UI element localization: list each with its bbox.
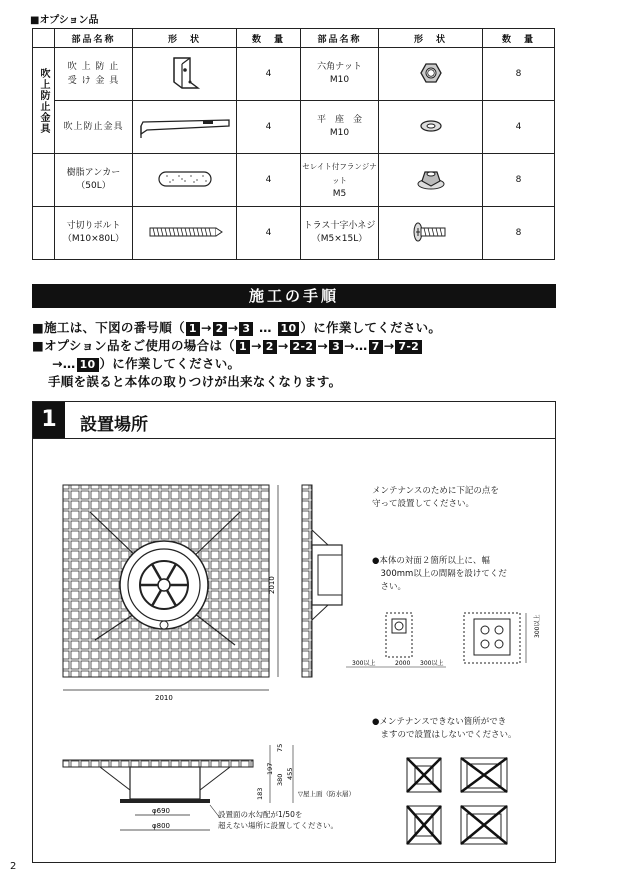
part-qty: 4 <box>237 154 301 207</box>
dim-phi800: φ800 <box>152 822 170 830</box>
wind-bracket-image <box>133 101 237 154</box>
part-name-text: セレイト付フランジナット <box>302 161 377 185</box>
prohibited-diagram <box>395 752 525 852</box>
instruction-line-3: →… 10 ）に作業してください。 <box>52 356 241 371</box>
header-blank <box>33 29 55 48</box>
instruction-text: ）に作業してください。 <box>99 356 241 371</box>
truss-screw-image <box>379 207 483 260</box>
part-qty-right: 4 <box>483 101 555 154</box>
gap-left-label: 300以上 <box>352 660 376 667</box>
header-qty-left: 数 量 <box>237 29 301 48</box>
part-name-text: トラス十字小ネジ <box>303 221 376 231</box>
part-qty-right: 8 <box>483 48 555 101</box>
table-row <box>33 154 555 207</box>
part-sub: （M5×15L） <box>311 234 368 244</box>
part-sub: （M10×80L） <box>62 234 125 244</box>
procedure-title-bar: 施工の手順 <box>32 284 556 308</box>
step-badge: 2-2 <box>290 340 317 354</box>
header-name-right: 部品名称 <box>301 29 379 48</box>
part-name-text: 平 座 金 <box>316 115 362 125</box>
threaded-bolt-image <box>133 207 237 260</box>
instruction-text: ■施工は、下図の番号順（ <box>32 320 185 335</box>
clearance-note: ●本体の対面２箇所以上に、幅 300mm以上の間隔を設けてくだ さい。 <box>372 556 507 592</box>
part-name-text: 六角ナット <box>317 62 362 72</box>
part-sub: M5 <box>332 188 347 199</box>
step-badge: 1 <box>236 340 250 354</box>
dim-455: 455 <box>286 767 294 780</box>
front-elevation <box>63 760 253 767</box>
dim-phi690: φ690 <box>152 807 170 815</box>
gap-side-label: 300以上 <box>534 614 541 638</box>
instruction-line-1: ■施工は、下図の番号順（ 1 → 2 → 3 … 10 ）に作業してください。 <box>32 320 442 335</box>
part-sub: M10 <box>329 75 350 85</box>
part-name-right <box>301 101 379 154</box>
table-row <box>33 101 555 154</box>
instruction-text: ）に作業してください。 <box>300 320 442 335</box>
row-blank <box>33 207 55 260</box>
header-shape-right: 形 状 <box>379 29 483 48</box>
part-name: 吹上防止金具 <box>55 101 133 154</box>
part-qty: 4 <box>237 101 301 154</box>
group-label: 吹上防止金具 <box>33 48 55 154</box>
step-badge: 2 <box>263 340 277 354</box>
clearance-diagram <box>346 605 546 685</box>
installation-drawing <box>40 470 355 850</box>
dim-75: 75 <box>276 743 284 752</box>
dim-height: 2010 <box>268 576 276 594</box>
gap-right-label: 300以上 <box>420 660 444 667</box>
section-title: 設置場所 <box>80 415 148 435</box>
step-badge: 10 <box>278 322 300 336</box>
side-elevation <box>302 485 312 677</box>
roof-surface-label: ▽屋上面（防水層） <box>298 790 355 798</box>
dim-380: 380 <box>276 773 284 786</box>
instruction-warning: 手順を誤ると本体の取りつけが出来なくなります。 <box>48 374 342 389</box>
resin-anchor-image <box>133 154 237 207</box>
step-badge: 10 <box>77 358 99 372</box>
step-badge: 7-2 <box>395 340 422 354</box>
bracket-receiver-image <box>133 48 237 101</box>
section-divider <box>33 438 555 439</box>
step-badge: 3 <box>329 340 343 354</box>
options-heading: ■オプション品 <box>30 15 99 26</box>
part-name-right <box>301 154 379 207</box>
part-qty: 4 <box>237 207 301 260</box>
part-qty: 4 <box>237 48 301 101</box>
slope-note: 設置面の水勾配が1/50を 超えない場所に設置してください。 <box>218 810 338 830</box>
header-shape-left: 形 状 <box>133 29 237 48</box>
dim-197: 197 <box>266 762 274 775</box>
dim-183: 183 <box>256 787 264 800</box>
part-sub: M10 <box>329 128 350 138</box>
prohibited-note: ●メンテナンスできない箇所ができ ますので設置はしないでください。 <box>372 717 517 740</box>
part-name-right <box>301 207 379 260</box>
step-badge: 3 <box>239 322 253 336</box>
step-badge: 7 <box>369 340 383 354</box>
maintenance-note: メンテナンスのために下記の点を 守って設置してください。 <box>372 486 499 509</box>
part-name-left <box>55 154 133 207</box>
group-blank <box>33 154 55 207</box>
part-qty-right: 8 <box>483 154 555 207</box>
header-name-left: 部品名称 <box>55 29 133 48</box>
part-name-text: 寸切りボルト <box>66 221 121 231</box>
part-qty-right: 8 <box>483 207 555 260</box>
step-badge: 1 <box>186 322 200 336</box>
part-name-left <box>55 207 133 260</box>
instruction-text: ■オプション品をご使用の場合は（ <box>32 338 235 353</box>
gap-mid-label: 2000 <box>395 660 411 667</box>
dim-width: 2010 <box>155 694 173 702</box>
part-sub: （50L） <box>76 181 111 191</box>
flange-nut-image <box>379 154 483 207</box>
options-table <box>32 28 555 260</box>
hex-nut-image <box>379 48 483 101</box>
part-name-text: 樹脂アンカー <box>66 168 121 178</box>
instruction-line-2: ■オプション品をご使用の場合は（ 1 → 2 → 2-2 → 3 →… 7 → 7-2 <box>32 336 423 354</box>
part-name: 吹 上 防 止 受 け 金 具 <box>55 48 133 101</box>
step-badge: 2 <box>213 322 227 336</box>
page-number: 2 <box>10 861 17 872</box>
header-qty-right: 数 量 <box>483 29 555 48</box>
table-row <box>33 207 555 260</box>
table-header-row <box>33 29 555 48</box>
section-number: 1 <box>33 402 65 438</box>
part-name-right <box>301 48 379 101</box>
flat-washer-image <box>379 101 483 154</box>
table-row <box>33 48 555 101</box>
